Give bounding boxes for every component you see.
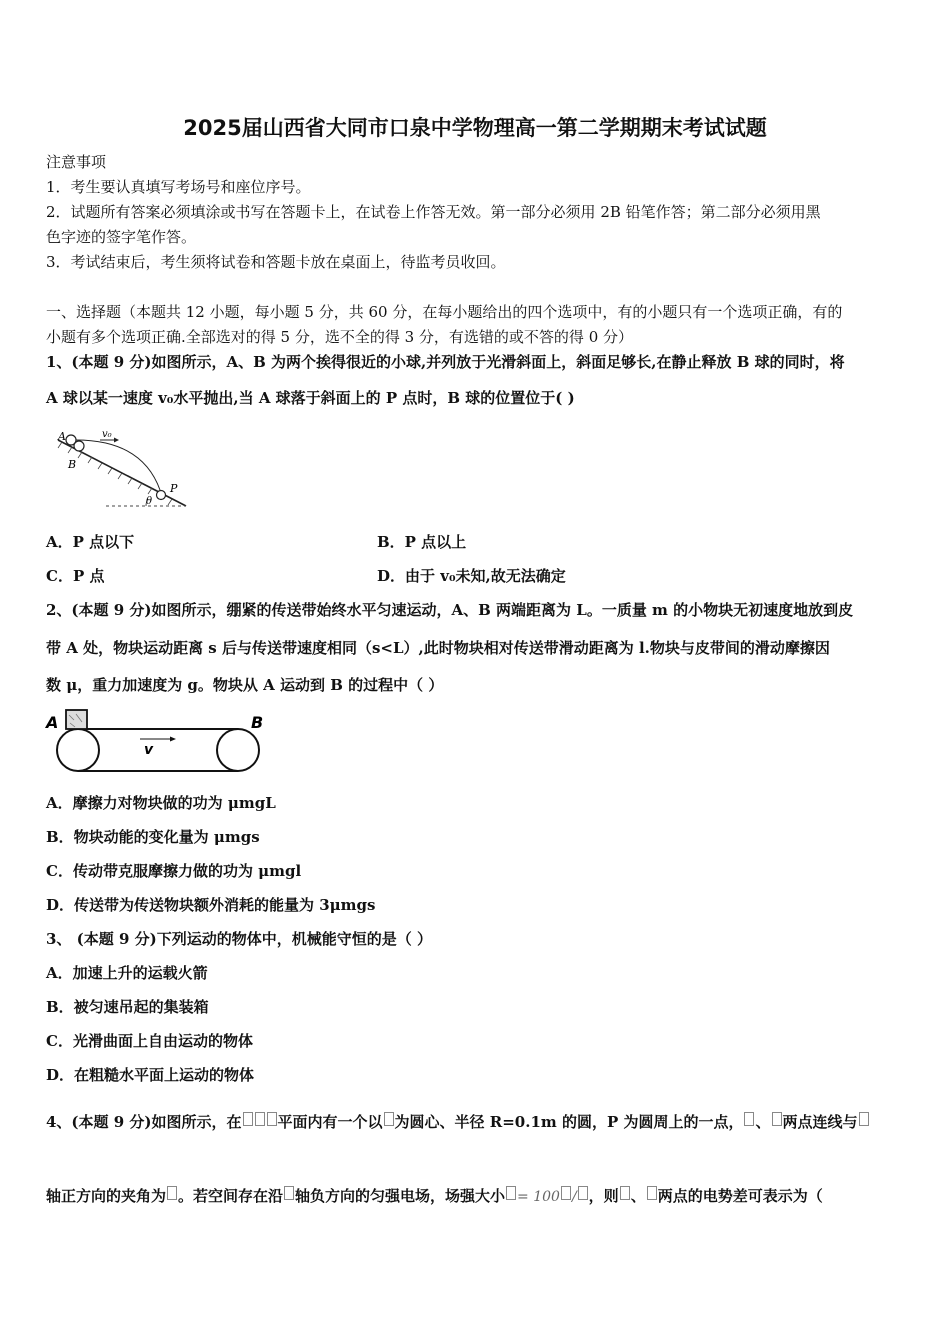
- incline-hatching: [58, 442, 172, 505]
- conveyor-figure: [44, 706, 268, 778]
- right-pulley: [217, 729, 259, 771]
- missing-glyph: [243, 1112, 253, 1126]
- section-heading: 小题有多个选项正确.全部选对的得 5 分，选不全的得 3 分，有选错的或不答的得 0 分）: [46, 328, 634, 346]
- notice-item: 2．试题所有答案必须填涂或书写在答题卡上，在试卷上作答无效。第一部分必须用 2B 铅笔作答；第二部分必须用黑: [46, 203, 821, 221]
- section-heading: 一、选择题（本题共 12 小题，每小题 5 分，共 60 分，在每小题给出的四个选项中，有的小题只有一个选项正确，有的: [46, 303, 843, 321]
- missing-glyph: [561, 1186, 571, 1200]
- missing-glyph: [167, 1186, 177, 1200]
- missing-glyph: [255, 1112, 265, 1126]
- notice-item: 色字迹的签字笔作答。: [46, 228, 197, 246]
- option-c: C．传动带克服摩擦力做的功为 μmgl: [46, 862, 302, 880]
- option-b: B．P 点以上: [377, 533, 467, 551]
- missing-glyph: [647, 1186, 657, 1200]
- label-v: v: [144, 742, 154, 758]
- question-1-text: 1、(本题 9 分)如图所示，A、B 为两个挨得很近的小球,并列放于光滑斜面上，斜面足够长,在静止释放 B 球的同时，将: [46, 353, 845, 371]
- option-a: A．加速上升的运载火箭: [46, 964, 208, 982]
- label-b: B: [68, 458, 77, 471]
- missing-glyph: [578, 1186, 588, 1200]
- option-d: D．在粗糙水平面上运动的物体: [46, 1066, 255, 1084]
- missing-glyph: [284, 1186, 294, 1200]
- trajectory: [76, 440, 160, 490]
- question-2-text: 数 μ，重力加速度为 g。物块从 A 运动到 B 的过程中（ ）: [46, 676, 444, 694]
- missing-glyph: [384, 1112, 394, 1126]
- label-theta: θ: [146, 496, 153, 507]
- field-equation: = 100: [517, 1189, 560, 1205]
- notice-heading: 注意事项: [46, 153, 107, 171]
- label-a: A: [46, 713, 59, 732]
- missing-glyph: [772, 1112, 782, 1126]
- missing-glyph: [506, 1186, 516, 1200]
- option-a: A．摩擦力对物块做的功为 μmgL: [46, 794, 276, 812]
- ball-b: [74, 441, 84, 451]
- question-3-text: 3、 (本题 9 分)下列运动的物体中，机械能守恒的是（ ）: [46, 930, 432, 948]
- option-b: B．物块动能的变化量为 μmgs: [46, 828, 260, 846]
- question-2-text: 2、(本题 9 分)如图所示，绷紧的传送带始终水平匀速运动，A、B 两端距离为 L。一质量 m 的小物块无初速度地放到皮: [46, 601, 854, 619]
- question-2-text: 带 A 处，物块运动距离 s 后与传送带速度相同（s<L）,此时物块相对传送带滑动距离为 l.物块与皮带间的滑动摩擦因: [46, 639, 830, 657]
- missing-glyph: [267, 1112, 277, 1126]
- missing-glyph: [744, 1112, 754, 1126]
- missing-glyph: [859, 1112, 869, 1126]
- label-a: A: [58, 430, 66, 443]
- missing-glyph: [620, 1186, 630, 1200]
- incline-figure: [52, 426, 190, 510]
- option-d: D．传送带为传送物块额外消耗的能量为 3μmgs: [46, 896, 376, 914]
- option-a: A．P 点以下: [46, 533, 135, 551]
- left-pulley: [57, 729, 99, 771]
- notice-item: 1．考生要认真填写考场号和座位序号。: [46, 178, 311, 196]
- question-4-text: 轴正方向的夹角为 。若空间存在沿 轴负方向的匀强电场，场强大小 = 100 / ，则 、 两点的电势差可表示为（: [46, 1187, 823, 1205]
- option-b: B．被匀速吊起的集装箱: [46, 998, 209, 1016]
- label-p: P: [170, 482, 178, 495]
- question-4-text: 4、(本题 9 分)如图所示，在 平面内有一个以 为圆心、半径 R=0.1m 的圆，P 为圆周上的一点， 、 两点连线与: [46, 1112, 870, 1132]
- notice-item: 3．考试结束后，考生须将试卷和答题卡放在桌面上，待监考员收回。: [46, 253, 506, 271]
- option-c: C．P 点: [46, 567, 105, 585]
- question-1-text: A 球以某一速度 v₀水平抛出,当 A 球落于斜面上的 P 点时，B 球的位置位于( ): [46, 389, 575, 407]
- page-title: 2025届山西省大同市口泉中学物理高一第二学期期末考试试题: [183, 116, 767, 140]
- ball-p: [157, 491, 166, 500]
- option-c: C．光滑曲面上自由运动的物体: [46, 1032, 253, 1050]
- block: [66, 710, 87, 729]
- label-b: B: [251, 713, 264, 732]
- label-v0: v₀: [102, 429, 112, 440]
- option-d: D．由于 v₀未知,故无法确定: [377, 567, 566, 585]
